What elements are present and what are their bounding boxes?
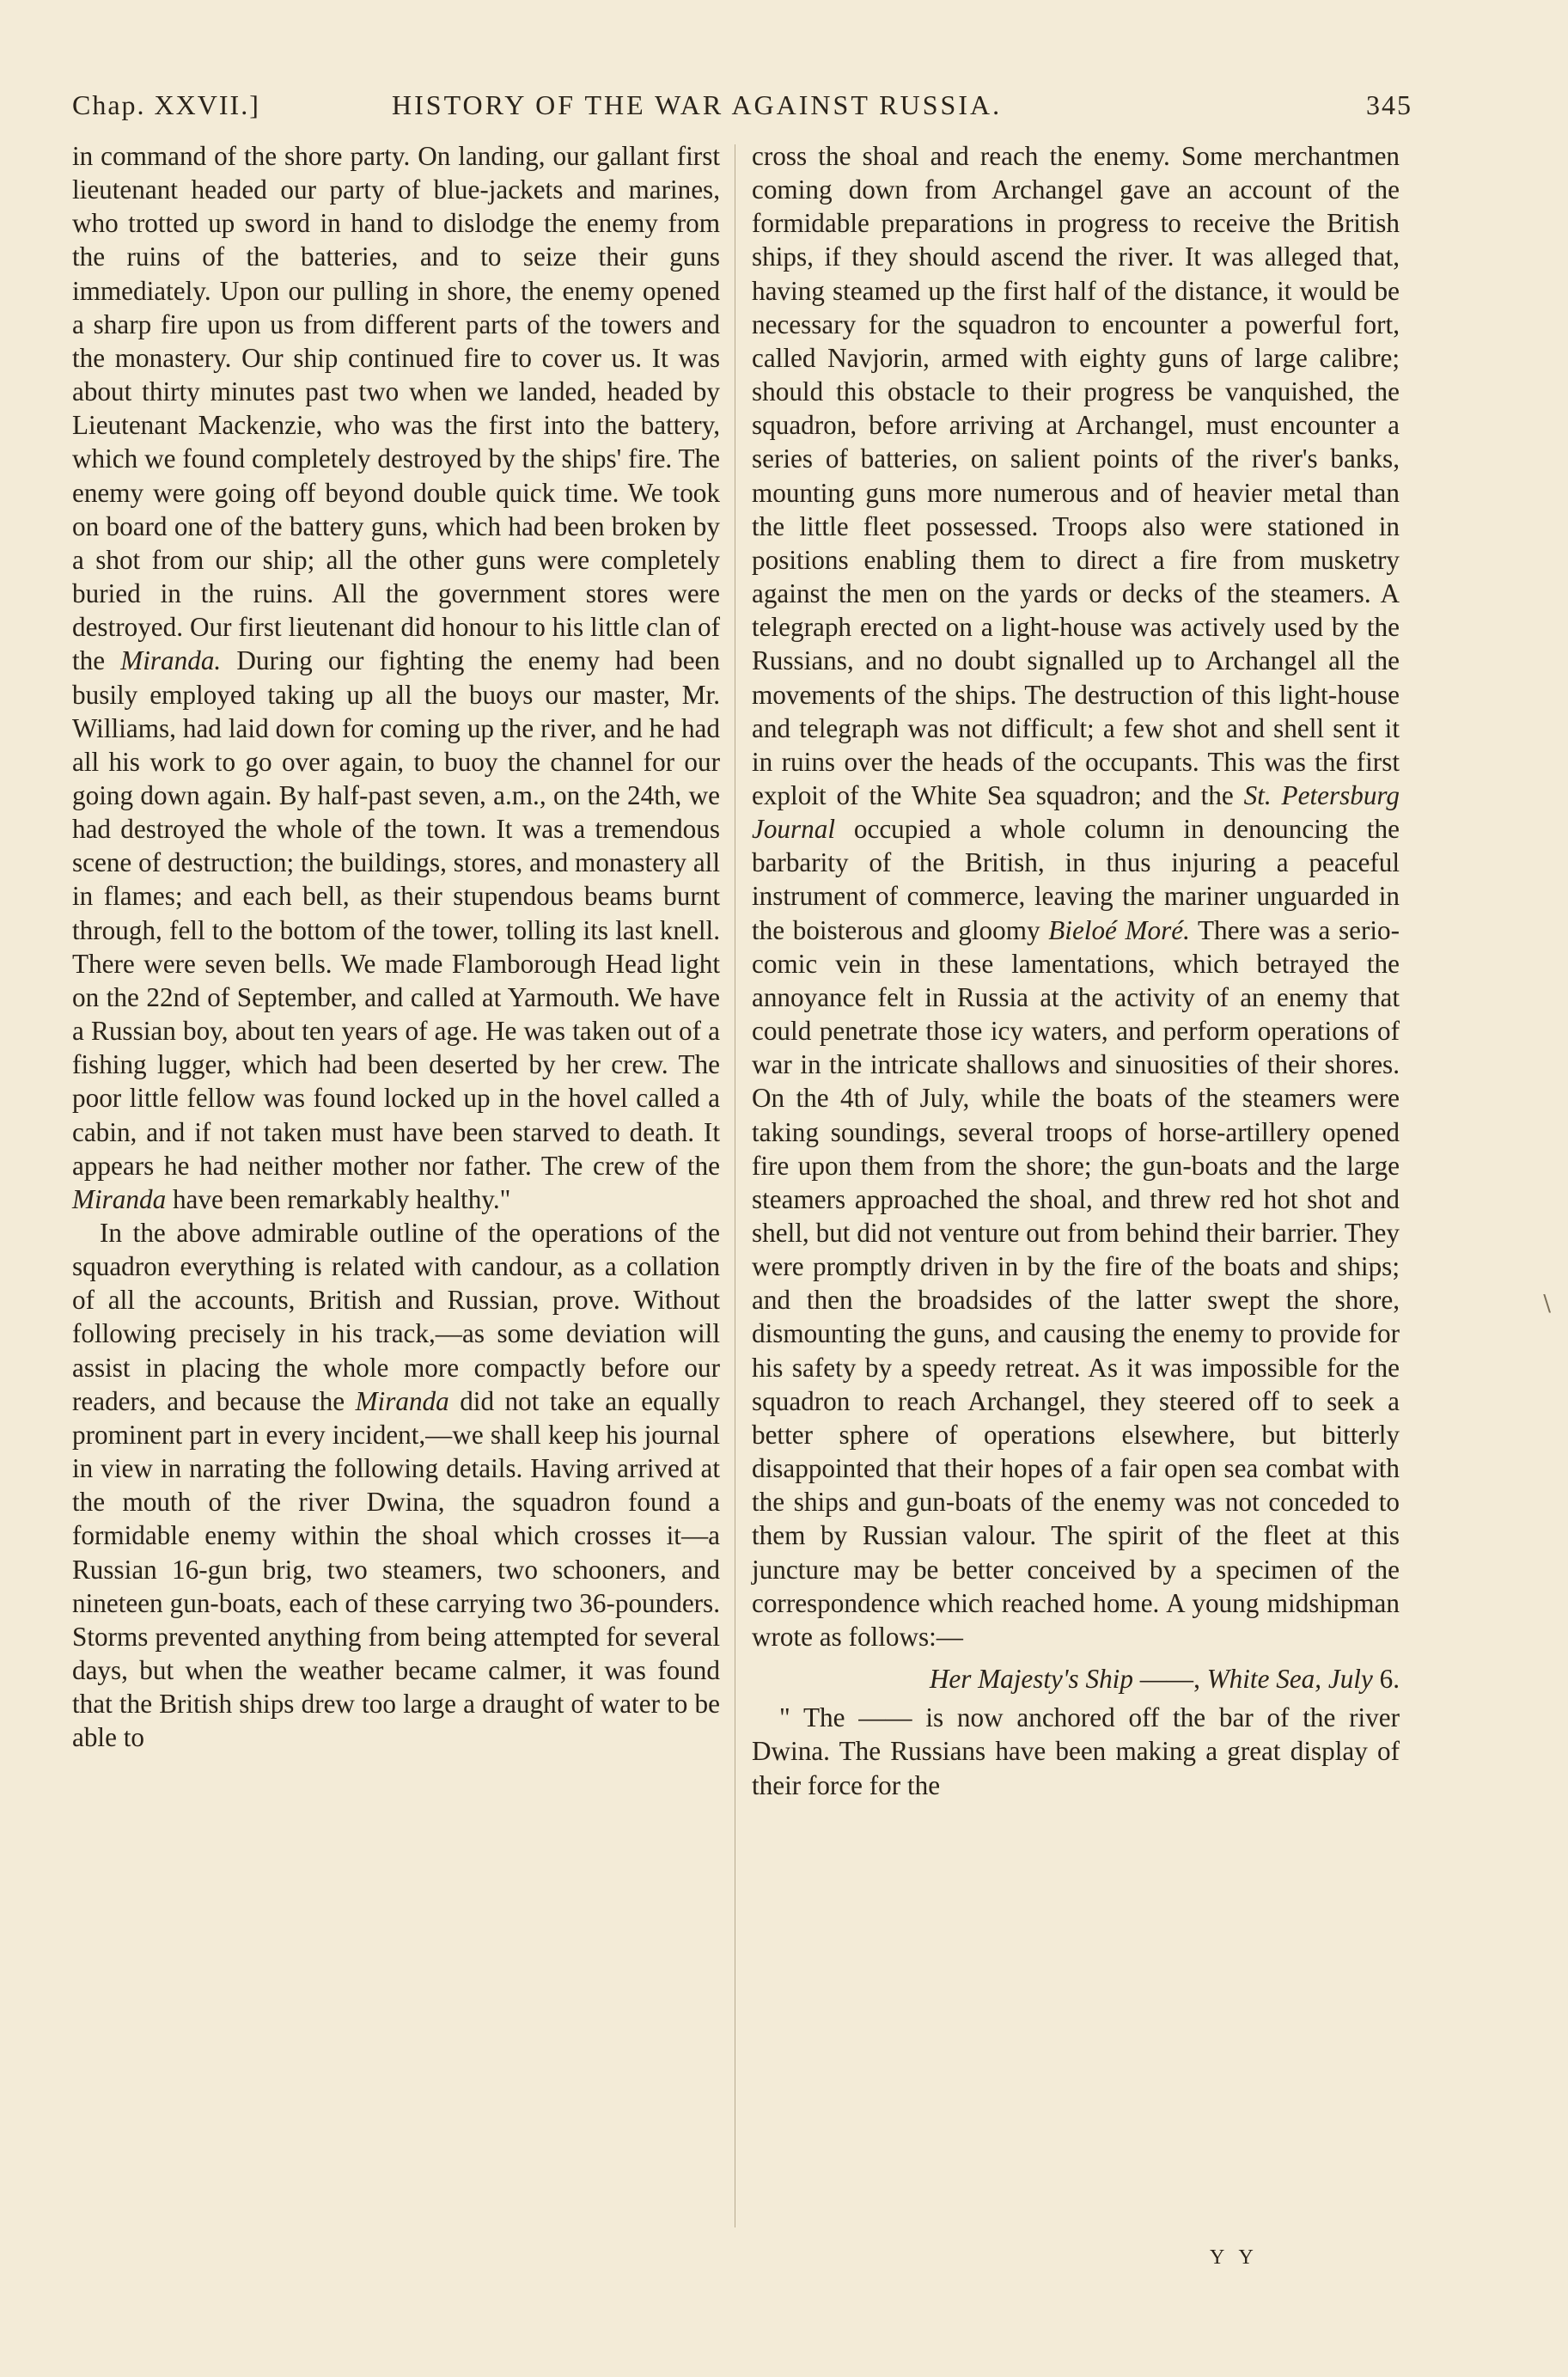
text-run: Her Majesty's Ship (929, 1664, 1133, 1695)
left-paragraph-2 (72, 1216, 720, 1755)
text-run: White Sea, July (1206, 1664, 1373, 1695)
signature-mark: Y Y (1210, 2246, 1259, 2269)
right-paragraph-1 (752, 139, 1400, 1653)
text-run: cross the shoal and reach the enemy. Some merchantmen coming down from Archangel gave an account of the formidable preparations in progress to receive the British ships, if they should ascend the river. It was alleged that, having steamed up the first half of the distance, it would be necessary for the squadron to encounter a powerful fort, called Navjorin, armed with eighty guns of large calibre; should this obstacle to their progress be vanquished, the squadron, before arriving at Archangel, must encounter a series of batteries, on salient points of the river's banks, mounting guns more numerous and of heavier metal than the little fleet possessed. Troops also were stationed in positions enabling them to direct a fire from musketry against the men on the yards or decks of the steamers. A telegraph erected on a light-house was actively used by the Russians, and no doubt signalled up to Archangel all the movements of the ships. The destruction of this light-house and telegraph was not difficult; a few shot and shell sent it in ruins over the heads of the occupants. This was the first exploit of the White Sea squadron; and the (752, 141, 1400, 810)
chapter-label: Chap. XXVII.] (72, 89, 260, 120)
letter-quote: " The —— is now anchored off the bar of the river Dwina. The Russians have been making a great display of their force for the (752, 1702, 1400, 1800)
journal-name: St. Petersburg Journal (752, 779, 1400, 845)
ship-name-miranda: Miranda (72, 1183, 167, 1214)
text-run: have been remarkably healthy." (166, 1183, 511, 1214)
left-paragraph-1 (72, 139, 720, 1216)
text-run: In the above admirable outline of the operations of the squadron everything is related with candour, as a collation of all the accounts, British and Russian, prove. Without following precisely in his track,—as some deviation will assist in placing the whole more compactly before our readers, and because the (72, 1218, 720, 1416)
running-head (72, 89, 1412, 131)
left-column (72, 139, 720, 1755)
text-run: 6. (1372, 1664, 1400, 1695)
ship-name-miranda: Miranda. (120, 645, 222, 676)
text-run: did not take an equally prominent part in every incident,—we shall keep his journal in view in narrating the following details. Having arrived at the mouth of the river Dwina, the squadron found a formidable enemy within the shoal which crosses it—a Russian 16-gun brig, two steamers, two schooners, and nineteen gun-boats, each of these carrying two 36-pounders. Storms prevented anything from being attempted for several days, but when the weather became calmer, it was found that the British ships drew too large a draught of water to be able to (72, 1385, 720, 1753)
page-number: 345 (1366, 89, 1412, 120)
right-column (752, 139, 1400, 1802)
text-run: occupied a whole column in denouncing the barbarity of the British, in thus injuring a peaceful instrument of commerce, leaving the mariner unguarded in the boisterous and gloomy (752, 814, 1400, 945)
text-run: During our fighting the enemy had been busily employed taking up all the buoys our master, Mr. Williams, had laid down for coming up the river, and he had all his work to go over again, to buoy the channel for our going down again. By half-past seven, a.m., on the 24th, we had destroyed the whole of the town. It was a tremendous scene of destruction; the buildings, stores, and monastery all in flames; and each bell, as their stupendous beams burnt through, fell to the bottom of the tower, tolling its last knell. There were seven bells. We made Flamborough Head light on the 22nd of September, and called at Yarmouth. We have a Russian boy, about ten years of age. He was taken out of a fishing lugger, which had been deserted by her crew. The poor little fellow was found locked up in the hovel called a cabin, and if not taken must have been starved to death. It appears he had neither mother nor father. The crew of the (72, 645, 720, 1181)
text-run: There was a serio-comic vein in these lamentations, which betrayed the annoyance felt in Russia at the activity of an enemy that could penetrate those icy waters, and perform operations of war in the intricate shallows and sinuosities of their shores. On the 4th of July, while the boats of the steamers were taking soundings, several troops of horse-artillery opened fire upon them from the shore; the gun-boats and the large steamers approached the shoal, and threw red hot shot and shell, but did not venture out from behind their barrier. They were promptly driven in by the fire of the boats and ships; and then the broadsides of the latter swept the shore, dismounting the guns, and causing the enemy to provide for his safety by a speedy retreat. As it was impossible for the squadron to reach Archangel, they steered off to seek a better sphere of operations elsewhere, but bitterly disappointed that their hopes of a fair open sea combat with the ships and gun-boats of the enemy was not conceded to them by Russian valour. The spirit of the fleet at this juncture may be better conceived by a specimen of the correspondence which reached home. A young midshipman wrote as follows:— (752, 914, 1400, 1652)
sea-name: Bieloé Moré. (1048, 914, 1190, 945)
text-run: ——, (1132, 1664, 1207, 1695)
ship-name-miranda: Miranda (355, 1385, 449, 1416)
letter-dateline (752, 1662, 1400, 1696)
margin-mark: \ (1543, 1291, 1551, 1317)
book-title: HISTORY OF THE WAR AGAINST RUSSIA. (392, 89, 1003, 120)
text-run: in command of the shore party. On landing, our gallant first lieutenant headed our party of blue-jackets and marines, who trotted up sword in hand to dislodge the enemy from the ruins of the batteries, and to seize their guns immediately. Upon our pulling in shore, the enemy opened a sharp fire upon us from different parts of the towers and the monastery. Our ship continued fire to cover us. It was about thirty minutes past two when we landed, headed by Lieutenant Mackenzie, who was the first into the battery, which we found completely destroyed by the ships' fire. The enemy were going off beyond double quick time. We took on board one of the battery guns, which had been broken by a shot from our ship; all the other guns were completely buried in the ruins. All the government stores were destroyed. Our first lieutenant did honour to his little clan of the (72, 141, 720, 676)
